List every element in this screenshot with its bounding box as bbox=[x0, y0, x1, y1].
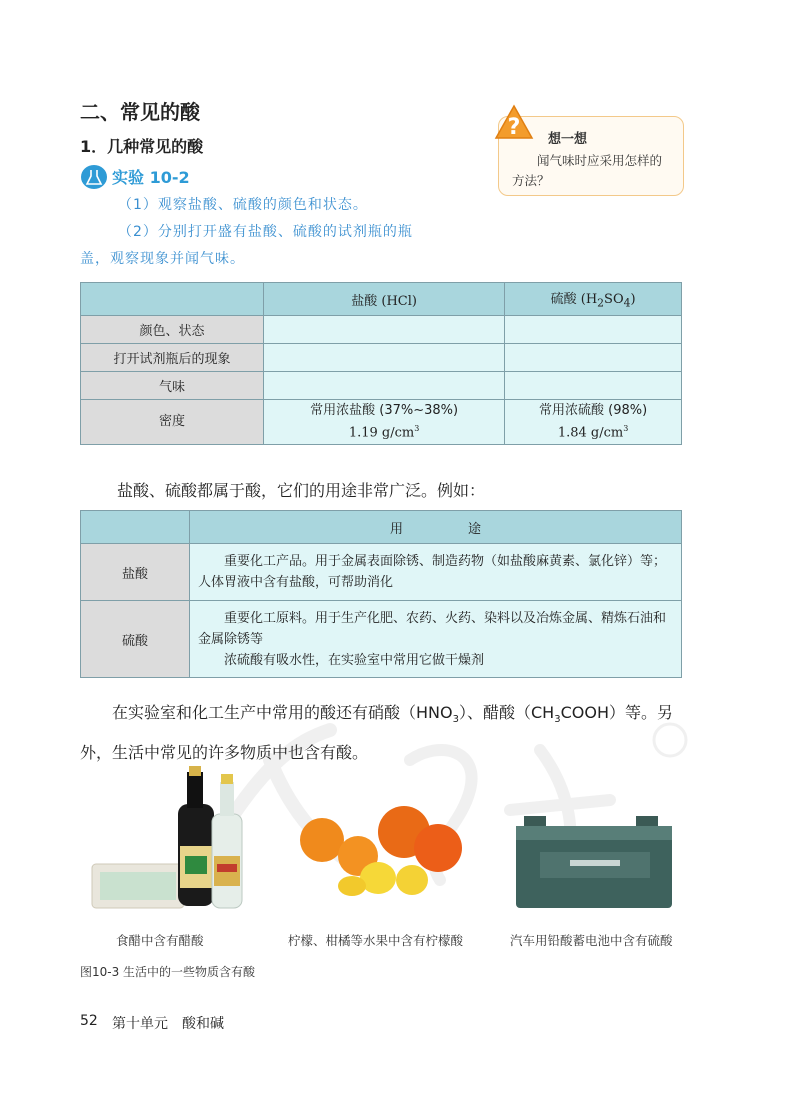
table-row bbox=[81, 372, 682, 400]
input-cell bbox=[264, 372, 505, 400]
question-mark-icon bbox=[494, 104, 534, 140]
header-uses: 用 途 bbox=[190, 511, 682, 544]
paragraph-uses-intro: 盐酸、硫酸都属于酸，它们的用途非常广泛。例如： bbox=[117, 481, 486, 500]
caption-fruits: 柠檬、柑橘等水果中含有柠檬酸 bbox=[288, 933, 464, 948]
density-h2so4-line2: 1.84 $g/cm^3$ bbox=[557, 423, 629, 441]
table-header-row bbox=[81, 283, 682, 316]
density-hcl-line2: 1.19 $g/cm^3$ bbox=[348, 423, 420, 441]
paragraph-other-acids: 在实验室和化工生产中常用的酸还有硝酸$(HNO_3)$、醋酸$(CH_3COOH)$等。另外，生活中常见的许多物质中也含有酸。 bbox=[80, 703, 673, 763]
density-hcl-line1: 常用浓盐酸 (37%~38%) bbox=[310, 402, 459, 418]
input-cell bbox=[264, 316, 505, 344]
think-text: 闻气味时应采用怎样的方法？ bbox=[512, 153, 663, 188]
think-title: 想一想 bbox=[548, 132, 588, 147]
table-header-row bbox=[81, 511, 682, 544]
table-header-blank bbox=[81, 511, 190, 544]
input-cell bbox=[505, 344, 682, 372]
row-label-hcl: 盐酸 bbox=[81, 544, 190, 601]
input-cell bbox=[505, 372, 682, 400]
table-row bbox=[81, 316, 682, 344]
density-hcl bbox=[264, 400, 505, 445]
header-h2so4: 硫酸 $(H_2SO_4)$ bbox=[505, 283, 682, 316]
section-title: 二、常见的酸 bbox=[80, 100, 200, 124]
citrus-fruits-image bbox=[292, 800, 472, 900]
acid-uses-table bbox=[80, 510, 682, 678]
experiment-step-1: （1）观察盐酸、硫酸的颜色和状态。 bbox=[118, 197, 368, 213]
uses-h2so4: 重要化工原料。用于生产化肥、农药、火药、染料以及冶炼金属、精炼石油和金属除锈等 浓硫酸有吸水性，在实验室中常用它做干燥剂 bbox=[190, 601, 682, 678]
density-h2so4-line1: 常用浓硫酸 (98%) bbox=[539, 402, 648, 418]
lead-acid-battery-image bbox=[510, 794, 680, 912]
unit-name: 第十单元 酸和碱 bbox=[112, 1016, 224, 1032]
experiment-icon bbox=[80, 164, 108, 190]
caption-battery: 汽车用铅酸蓄电池中含有硫酸 bbox=[510, 933, 673, 948]
table-row bbox=[81, 601, 682, 678]
row-label: 打开试剂瓶后的现象 bbox=[81, 344, 264, 372]
header-hcl: 盐酸 (HCl) bbox=[264, 283, 505, 316]
experiment-step-2-cont: 盖，观察现象并闻气味。 bbox=[80, 251, 245, 267]
row-label: 密度 bbox=[81, 400, 264, 445]
table-row bbox=[81, 400, 682, 445]
acid-observation-table bbox=[80, 282, 682, 445]
table-row bbox=[81, 544, 682, 601]
experiment-title: 实验 10-2 bbox=[112, 168, 190, 187]
caption-vinegar: 食醋中含有醋酸 bbox=[116, 933, 204, 948]
vinegar-bottles-image bbox=[88, 764, 258, 922]
table-header-blank bbox=[81, 283, 264, 316]
page-number: 52 bbox=[80, 1013, 98, 1029]
svg-text:?: ? bbox=[507, 115, 521, 140]
uses-hcl: 重要化工产品。用于金属表面除锈、制造药物（如盐酸麻黄素、氯化锌）等；人体胃液中含有盐酸，可帮助消化 bbox=[190, 544, 682, 601]
input-cell bbox=[264, 344, 505, 372]
figure-title: 图10-3 生活中的一些物质含有酸 bbox=[80, 965, 256, 979]
row-label-h2so4: 硫酸 bbox=[81, 601, 190, 678]
row-label: 气味 bbox=[81, 372, 264, 400]
input-cell bbox=[505, 316, 682, 344]
row-label: 颜色、状态 bbox=[81, 316, 264, 344]
subsection-title: 1．几种常见的酸 bbox=[80, 137, 204, 156]
experiment-step-2: （2）分别打开盛有盐酸、硫酸的试剂瓶的瓶 bbox=[118, 224, 413, 240]
density-h2so4 bbox=[505, 400, 682, 445]
table-row bbox=[81, 344, 682, 372]
